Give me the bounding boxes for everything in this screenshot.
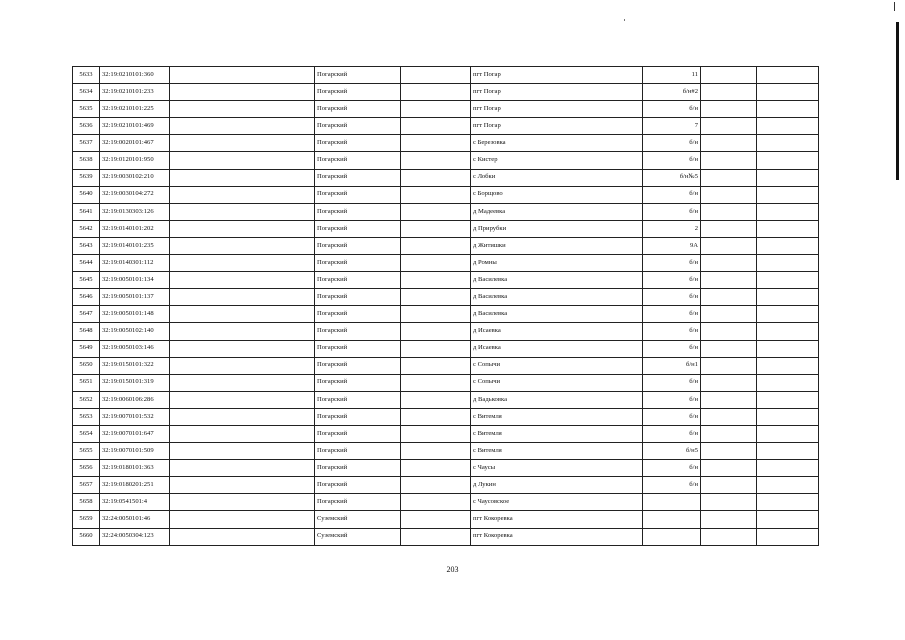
row-number: 5646: [73, 289, 100, 306]
empty-cell: [757, 408, 819, 425]
empty-cell: [170, 323, 315, 340]
empty-cell: [757, 528, 819, 545]
empty-cell: [757, 323, 819, 340]
empty-cell: [401, 528, 471, 545]
empty-cell: [170, 272, 315, 289]
empty-cell: [170, 443, 315, 460]
cadastral-number: 32:19:0210101:360: [100, 67, 170, 84]
table-row: [73, 118, 819, 135]
settlement-name: пгт Кокоревка: [471, 528, 643, 545]
empty-cell: [701, 511, 757, 528]
settlement-name: д Василевка: [471, 289, 643, 306]
cadastral-number: 32:19:0150101:319: [100, 374, 170, 391]
row-number: 5636: [73, 118, 100, 135]
row-number: 5657: [73, 477, 100, 494]
settlement-name: с Витемля: [471, 443, 643, 460]
empty-cell: [701, 135, 757, 152]
table-row: [73, 511, 819, 528]
settlement-name: с Витемля: [471, 408, 643, 425]
row-number: 5653: [73, 408, 100, 425]
empty-cell: [401, 101, 471, 118]
house-number: б/н: [643, 272, 701, 289]
empty-cell: [757, 391, 819, 408]
district-name: Погарский: [315, 220, 401, 237]
settlement-name: д Василевка: [471, 306, 643, 323]
registry-table-body: [73, 67, 819, 546]
scan-artifact: [624, 19, 625, 21]
district-name: Погарский: [315, 169, 401, 186]
empty-cell: [757, 237, 819, 254]
settlement-name: пгт Погар: [471, 101, 643, 118]
empty-cell: [757, 135, 819, 152]
empty-cell: [170, 306, 315, 323]
house-number: б/н: [643, 425, 701, 442]
settlement-name: д Василевка: [471, 272, 643, 289]
district-name: Погарский: [315, 494, 401, 511]
empty-cell: [701, 425, 757, 442]
house-number: б/н№5: [643, 169, 701, 186]
house-number: б/н: [643, 460, 701, 477]
empty-cell: [401, 391, 471, 408]
settlement-name: с Борщово: [471, 186, 643, 203]
house-number: 9А: [643, 237, 701, 254]
empty-cell: [701, 477, 757, 494]
district-name: Погарский: [315, 425, 401, 442]
district-name: Погарский: [315, 477, 401, 494]
empty-cell: [701, 357, 757, 374]
empty-cell: [757, 84, 819, 101]
settlement-name: д Лукин: [471, 477, 643, 494]
district-name: Суземский: [315, 511, 401, 528]
cadastral-number: 32:19:0210101:469: [100, 118, 170, 135]
settlement-name: д Мадеевка: [471, 203, 643, 220]
row-number: 5656: [73, 460, 100, 477]
district-name: Погарский: [315, 340, 401, 357]
empty-cell: [170, 220, 315, 237]
empty-cell: [170, 84, 315, 101]
empty-cell: [701, 152, 757, 169]
empty-cell: [701, 169, 757, 186]
empty-cell: [170, 237, 315, 254]
empty-cell: [701, 272, 757, 289]
empty-cell: [401, 374, 471, 391]
empty-cell: [757, 425, 819, 442]
empty-cell: [701, 118, 757, 135]
row-number: 5660: [73, 528, 100, 545]
settlement-name: с Сопычи: [471, 357, 643, 374]
empty-cell: [401, 323, 471, 340]
district-name: Погарский: [315, 289, 401, 306]
row-number: 5639: [73, 169, 100, 186]
district-name: Погарский: [315, 118, 401, 135]
cadastral-number: 32:24:0050101:46: [100, 511, 170, 528]
cadastral-number: 32:19:0020101:467: [100, 135, 170, 152]
cadastral-number: 32:19:0130303:126: [100, 203, 170, 220]
district-name: Погарский: [315, 255, 401, 272]
empty-cell: [701, 220, 757, 237]
empty-cell: [170, 118, 315, 135]
row-number: 5635: [73, 101, 100, 118]
house-number: б/н: [643, 101, 701, 118]
registry-table: [72, 66, 819, 546]
empty-cell: [757, 272, 819, 289]
empty-cell: [757, 67, 819, 84]
empty-cell: [170, 391, 315, 408]
house-number: б/н: [643, 340, 701, 357]
empty-cell: [170, 186, 315, 203]
house-number: б/н: [643, 289, 701, 306]
empty-cell: [701, 323, 757, 340]
empty-cell: [757, 203, 819, 220]
empty-cell: [757, 306, 819, 323]
empty-cell: [401, 118, 471, 135]
empty-cell: [170, 494, 315, 511]
table-row: [73, 477, 819, 494]
cadastral-number: 32:19:0060106:286: [100, 391, 170, 408]
house-number: б/н: [643, 323, 701, 340]
cadastral-number: 32:19:0050102:140: [100, 323, 170, 340]
row-number: 5647: [73, 306, 100, 323]
district-name: Погарский: [315, 67, 401, 84]
empty-cell: [701, 460, 757, 477]
cadastral-number: 32:19:0050101:137: [100, 289, 170, 306]
settlement-name: пгт Погар: [471, 67, 643, 84]
empty-cell: [401, 220, 471, 237]
empty-cell: [401, 152, 471, 169]
district-name: Погарский: [315, 101, 401, 118]
empty-cell: [701, 186, 757, 203]
district-name: Суземский: [315, 528, 401, 545]
table-row: [73, 237, 819, 254]
scan-artifact: [894, 2, 895, 11]
empty-cell: [401, 84, 471, 101]
table-row: [73, 323, 819, 340]
cadastral-number: 32:19:0180101:363: [100, 460, 170, 477]
house-number: б/н: [643, 152, 701, 169]
district-name: Погарский: [315, 272, 401, 289]
district-name: Погарский: [315, 357, 401, 374]
cadastral-number: 32:19:0120101:950: [100, 152, 170, 169]
empty-cell: [701, 67, 757, 84]
cadastral-number: 32:19:0030102:210: [100, 169, 170, 186]
empty-cell: [170, 289, 315, 306]
empty-cell: [701, 237, 757, 254]
district-name: Погарский: [315, 203, 401, 220]
empty-cell: [401, 272, 471, 289]
empty-cell: [401, 289, 471, 306]
table-row: [73, 186, 819, 203]
row-number: 5648: [73, 323, 100, 340]
settlement-name: пгт Погар: [471, 84, 643, 101]
house-number: 11: [643, 67, 701, 84]
empty-cell: [401, 408, 471, 425]
empty-cell: [401, 203, 471, 220]
district-name: Погарский: [315, 374, 401, 391]
table-row: [73, 289, 819, 306]
empty-cell: [757, 169, 819, 186]
cadastral-number: 32:19:0140101:235: [100, 237, 170, 254]
empty-cell: [170, 425, 315, 442]
table-row: [73, 67, 819, 84]
table-row: [73, 357, 819, 374]
empty-cell: [401, 255, 471, 272]
table-row: [73, 408, 819, 425]
district-name: Погарский: [315, 460, 401, 477]
district-name: Погарский: [315, 237, 401, 254]
empty-cell: [170, 67, 315, 84]
house-number: [643, 511, 701, 528]
empty-cell: [170, 152, 315, 169]
empty-cell: [401, 186, 471, 203]
settlement-name: д Прирубки: [471, 220, 643, 237]
row-number: 5659: [73, 511, 100, 528]
empty-cell: [401, 67, 471, 84]
table-row: [73, 443, 819, 460]
house-number: б/н#2: [643, 84, 701, 101]
empty-cell: [757, 357, 819, 374]
empty-cell: [757, 494, 819, 511]
empty-cell: [401, 511, 471, 528]
house-number: 7: [643, 118, 701, 135]
settlement-name: с Витемля: [471, 425, 643, 442]
empty-cell: [170, 357, 315, 374]
row-number: 5642: [73, 220, 100, 237]
cadastral-number: 32:19:0030104:272: [100, 186, 170, 203]
settlement-name: д Ромны: [471, 255, 643, 272]
district-name: Погарский: [315, 306, 401, 323]
row-number: 5633: [73, 67, 100, 84]
district-name: Погарский: [315, 135, 401, 152]
settlement-name: д Вадьковка: [471, 391, 643, 408]
empty-cell: [170, 101, 315, 118]
empty-cell: [701, 306, 757, 323]
empty-cell: [757, 443, 819, 460]
district-name: Погарский: [315, 84, 401, 101]
empty-cell: [401, 443, 471, 460]
empty-cell: [401, 169, 471, 186]
row-number: 5638: [73, 152, 100, 169]
empty-cell: [757, 460, 819, 477]
table-row: [73, 494, 819, 511]
cadastral-number: 32:19:0180201:251: [100, 477, 170, 494]
settlement-name: с Кистер: [471, 152, 643, 169]
house-number: б/н: [643, 477, 701, 494]
table-row: [73, 220, 819, 237]
empty-cell: [170, 169, 315, 186]
table-row: [73, 101, 819, 118]
table-row: [73, 528, 819, 545]
empty-cell: [757, 118, 819, 135]
table-row: [73, 425, 819, 442]
house-number: б/н: [643, 306, 701, 323]
row-number: 5637: [73, 135, 100, 152]
empty-cell: [170, 477, 315, 494]
table-row: [73, 460, 819, 477]
row-number: 5643: [73, 237, 100, 254]
empty-cell: [401, 306, 471, 323]
house-number: б/н: [643, 408, 701, 425]
house-number: б/н1: [643, 357, 701, 374]
house-number: б/н: [643, 203, 701, 220]
cadastral-number: 32:19:0050101:134: [100, 272, 170, 289]
cadastral-number: 32:19:0210101:233: [100, 84, 170, 101]
empty-cell: [401, 494, 471, 511]
page-number: 203: [446, 565, 459, 574]
empty-cell: [757, 289, 819, 306]
district-name: Погарский: [315, 443, 401, 460]
empty-cell: [701, 443, 757, 460]
cadastral-number: 32:19:0210101:225: [100, 101, 170, 118]
empty-cell: [401, 477, 471, 494]
district-name: Погарский: [315, 152, 401, 169]
cadastral-number: 32:19:0140301:112: [100, 255, 170, 272]
row-number: 5649: [73, 340, 100, 357]
empty-cell: [701, 340, 757, 357]
empty-cell: [757, 220, 819, 237]
empty-cell: [401, 135, 471, 152]
table-row: [73, 374, 819, 391]
empty-cell: [401, 340, 471, 357]
settlement-name: пгт Погар: [471, 118, 643, 135]
house-number: 2: [643, 220, 701, 237]
table-row: [73, 340, 819, 357]
cadastral-number: 32:19:0140101:202: [100, 220, 170, 237]
empty-cell: [701, 391, 757, 408]
house-number: б/н: [643, 135, 701, 152]
table-row: [73, 152, 819, 169]
row-number: 5654: [73, 425, 100, 442]
empty-cell: [170, 408, 315, 425]
house-number: б/н: [643, 186, 701, 203]
empty-cell: [757, 477, 819, 494]
empty-cell: [757, 186, 819, 203]
empty-cell: [701, 528, 757, 545]
table-row: [73, 272, 819, 289]
house-number: б/н: [643, 255, 701, 272]
settlement-name: с Чаусовское: [471, 494, 643, 511]
settlement-name: с Лобки: [471, 169, 643, 186]
row-number: 5634: [73, 84, 100, 101]
cadastral-number: 32:19:0070101:647: [100, 425, 170, 442]
empty-cell: [757, 255, 819, 272]
settlement-name: д Исаевка: [471, 323, 643, 340]
row-number: 5658: [73, 494, 100, 511]
table-row: [73, 169, 819, 186]
empty-cell: [701, 289, 757, 306]
empty-cell: [757, 374, 819, 391]
settlement-name: с Сопычи: [471, 374, 643, 391]
district-name: Погарский: [315, 323, 401, 340]
table-row: [73, 255, 819, 272]
house-number: [643, 494, 701, 511]
empty-cell: [757, 101, 819, 118]
house-number: б/н: [643, 374, 701, 391]
empty-cell: [401, 460, 471, 477]
cadastral-number: 32:19:0070101:532: [100, 408, 170, 425]
empty-cell: [170, 135, 315, 152]
cadastral-number: 32:19:0150101:322: [100, 357, 170, 374]
empty-cell: [401, 357, 471, 374]
empty-cell: [401, 237, 471, 254]
empty-cell: [170, 511, 315, 528]
row-number: 5641: [73, 203, 100, 220]
settlement-name: д Житишки: [471, 237, 643, 254]
row-number: 5645: [73, 272, 100, 289]
empty-cell: [757, 152, 819, 169]
settlement-name: пгт Кокоревка: [471, 511, 643, 528]
cadastral-number: 32:19:0070101:509: [100, 443, 170, 460]
row-number: 5652: [73, 391, 100, 408]
empty-cell: [701, 255, 757, 272]
empty-cell: [701, 101, 757, 118]
empty-cell: [170, 340, 315, 357]
house-number: б/н5: [643, 443, 701, 460]
table-row: [73, 306, 819, 323]
row-number: 5650: [73, 357, 100, 374]
settlement-name: с Чаусы: [471, 460, 643, 477]
empty-cell: [170, 255, 315, 272]
table-row: [73, 391, 819, 408]
empty-cell: [170, 203, 315, 220]
empty-cell: [170, 460, 315, 477]
empty-cell: [757, 511, 819, 528]
settlement-name: д Исаевка: [471, 340, 643, 357]
district-name: Погарский: [315, 391, 401, 408]
empty-cell: [701, 494, 757, 511]
empty-cell: [170, 528, 315, 545]
house-number: б/н: [643, 391, 701, 408]
cadastral-number: 32:19:0050103:146: [100, 340, 170, 357]
empty-cell: [401, 425, 471, 442]
scan-edge-bar: [896, 22, 899, 180]
table-row: [73, 84, 819, 101]
empty-cell: [170, 374, 315, 391]
row-number: 5644: [73, 255, 100, 272]
settlement-name: с Березовка: [471, 135, 643, 152]
cadastral-number: 32:19:0050101:148: [100, 306, 170, 323]
row-number: 5655: [73, 443, 100, 460]
district-name: Погарский: [315, 408, 401, 425]
empty-cell: [701, 408, 757, 425]
empty-cell: [757, 340, 819, 357]
empty-cell: [701, 203, 757, 220]
house-number: [643, 528, 701, 545]
table-row: [73, 203, 819, 220]
row-number: 5651: [73, 374, 100, 391]
table-row: [73, 135, 819, 152]
empty-cell: [701, 84, 757, 101]
cadastral-number: 32:24:0050304:123: [100, 528, 170, 545]
cadastral-number: 32:19:0541501:4: [100, 494, 170, 511]
empty-cell: [701, 374, 757, 391]
row-number: 5640: [73, 186, 100, 203]
district-name: Погарский: [315, 186, 401, 203]
